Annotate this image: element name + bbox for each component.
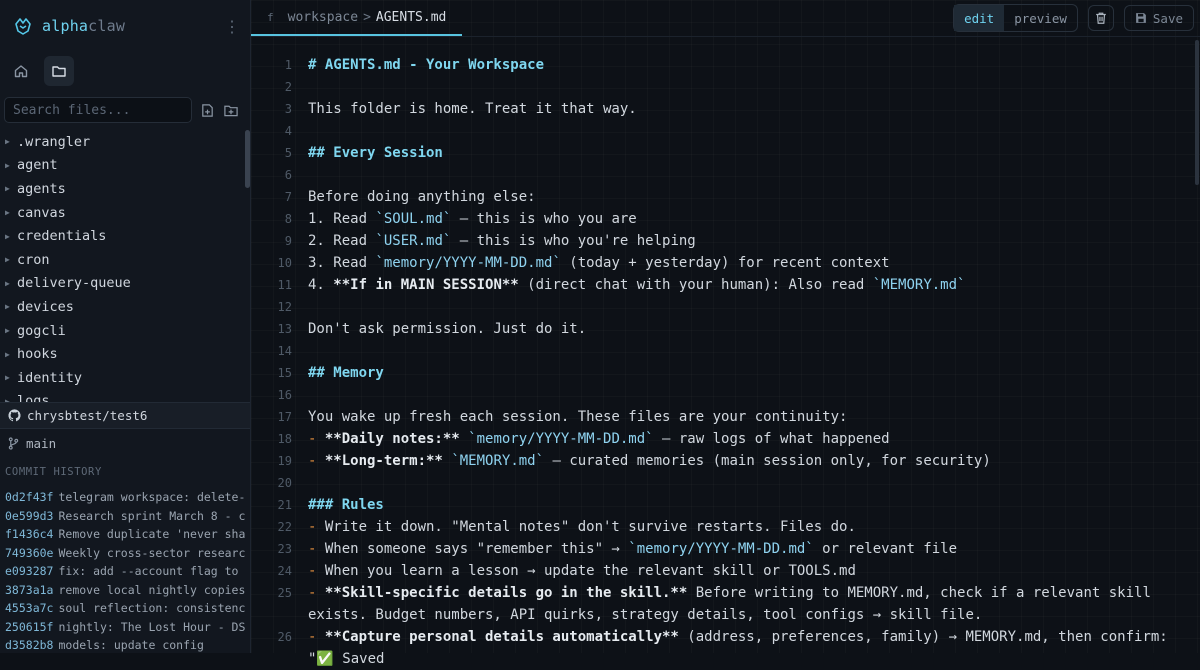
code-token: - (308, 453, 325, 469)
editor-line[interactable] (251, 384, 1194, 406)
editor-line[interactable] (251, 318, 1194, 340)
line-number: 22 (277, 520, 292, 534)
code-token: This folder is home. Treat it that way. (308, 101, 637, 117)
commit-row[interactable] (0, 488, 250, 507)
commit-row[interactable] (0, 525, 250, 544)
tree-item-agents[interactable] (0, 177, 243, 201)
line-number: 24 (277, 564, 292, 578)
code-token: — curated memories (main session only, for security) (544, 453, 991, 469)
sidebar (0, 0, 251, 653)
floppy-disk-icon (1135, 12, 1147, 24)
commit-row[interactable] (0, 544, 250, 563)
line-number: 3 (284, 102, 292, 116)
editor-line[interactable] (251, 208, 1194, 230)
file-tree (0, 130, 243, 402)
code-token: **Capture personal details automatically** (324, 629, 679, 645)
repo-name: chrysbtest/test6 (27, 408, 148, 423)
editor-line[interactable] (251, 538, 1194, 560)
editor-pane (251, 0, 1200, 667)
tree-item-label: credentials (17, 228, 107, 245)
claw-logo-icon (12, 15, 34, 37)
commit-message: Remove duplicate 'never sha (58, 527, 246, 542)
tree-item-credentials[interactable] (0, 224, 243, 248)
commit-message: soul reflection: consistenc (58, 601, 246, 616)
line-number: 20 (277, 476, 292, 490)
line-content (308, 626, 1184, 670)
editor-line[interactable] (251, 252, 1194, 274)
line-number: 4 (284, 124, 292, 138)
line-content (308, 208, 1184, 230)
editor-line[interactable] (251, 472, 1194, 494)
code-token: When someone says "remember this" → (324, 541, 629, 557)
chevron-right-icon: ▶ (5, 160, 10, 170)
code-token: - (308, 629, 325, 645)
github-icon (8, 409, 21, 422)
line-content (308, 186, 1184, 208)
line-number: 16 (277, 388, 292, 402)
code-token: **If in MAIN SESSION** (333, 277, 519, 293)
code-token: (today + yesterday) for recent context (560, 255, 890, 271)
code-token: - (308, 541, 325, 557)
tree-item-label: delivery-queue (17, 275, 131, 292)
commit-row[interactable] (0, 581, 250, 600)
commit-hash: d3582b8 (5, 638, 54, 653)
editor-line[interactable] (251, 186, 1194, 208)
editor-line[interactable] (251, 164, 1194, 186)
commit-row[interactable] (0, 636, 250, 655)
new-file-icon[interactable] (198, 101, 216, 119)
code-token: 2. Read (308, 233, 376, 249)
commit-hash: 0e599d3 (5, 508, 54, 523)
tree-item-label: agents (17, 180, 66, 197)
tree-item-label: canvas (17, 204, 66, 221)
code-token: — this is who you're helping (451, 233, 696, 249)
breadcrumb-separator: > (363, 9, 371, 25)
editor-line[interactable] (251, 582, 1194, 626)
new-folder-icon[interactable] (222, 101, 240, 119)
line-content (308, 274, 1184, 296)
code-token: (address, preferences, family) → MEMORY.md, then confirm: "✅ Saved (308, 629, 1177, 667)
commit-hash: 250615f (5, 619, 54, 634)
breadcrumb-dir[interactable]: workspace (287, 9, 359, 25)
line-content (308, 538, 1184, 560)
delete-button[interactable] (1088, 5, 1114, 31)
tree-item-label: hooks (17, 346, 58, 363)
file-tree-scrollbar[interactable] (245, 130, 250, 188)
code-token: `memory/YYYY-MM-DD.md` (628, 541, 814, 557)
commit-message: fix: add --account flag to (58, 564, 239, 579)
code-token: - (308, 519, 325, 535)
chevron-right-icon: ▶ (5, 184, 10, 194)
chevron-right-icon: ▶ (5, 278, 10, 288)
code-token: **Long-term:** (324, 453, 443, 469)
code-editor[interactable] (251, 54, 1194, 667)
tree-item-label: agent (17, 157, 58, 174)
file-type-icon: f (267, 10, 274, 24)
breadcrumb-file: AGENTS.md (375, 9, 447, 25)
save-button[interactable] (1124, 5, 1194, 31)
line-content (308, 406, 1184, 428)
tree-item-devices[interactable] (0, 295, 243, 319)
commit-hash: e093287 (5, 564, 54, 579)
editor-line[interactable] (251, 54, 1194, 76)
line-content (308, 450, 1184, 472)
home-tab[interactable] (6, 56, 36, 86)
more-options-icon[interactable]: ⋮ (224, 16, 240, 36)
commit-row[interactable] (0, 507, 250, 526)
code-token: Don't ask permission. Just do it. (308, 321, 587, 337)
editor-line[interactable] (251, 340, 1194, 362)
line-number: 11 (277, 278, 292, 292)
code-token: `USER.md` (375, 233, 452, 249)
editor-topbar (251, 0, 1200, 37)
tree-item-cron[interactable] (0, 248, 243, 272)
commit-hash: f1436c4 (5, 527, 54, 542)
line-number: 19 (277, 454, 292, 468)
line-number: 13 (277, 322, 292, 336)
home-icon (13, 63, 29, 79)
mode-toggle (953, 4, 1078, 32)
line-number: 14 (277, 344, 292, 358)
editor-scrollbar[interactable] (1195, 40, 1199, 185)
line-number: 7 (284, 190, 292, 204)
line-number: 1 (284, 58, 292, 72)
line-content (308, 54, 1184, 76)
commit-message: Weekly cross-sector researc (58, 545, 246, 560)
chevron-right-icon: ▶ (5, 137, 10, 147)
code-token: — raw logs of what happened (653, 431, 890, 447)
editor-line[interactable] (251, 98, 1194, 120)
code-token: Before doing anything else: (308, 189, 536, 205)
line-number: 23 (277, 542, 292, 556)
tree-item-gogcli[interactable] (0, 319, 243, 343)
code-token: ## Every Session (308, 145, 443, 161)
tree-item-canvas[interactable] (0, 201, 243, 225)
chevron-right-icon: ▶ (5, 302, 10, 312)
tree-item-identity[interactable] (0, 366, 243, 390)
tree-item-label: devices (17, 298, 74, 315)
code-token: `memory/YYYY-MM-DD.md` (375, 255, 561, 271)
tree-item-label: .wrangler (17, 133, 91, 150)
commit-message: remove local nightly copies (58, 582, 246, 597)
line-number: 18 (277, 432, 292, 446)
chevron-right-icon: ▶ (5, 326, 10, 336)
code-token: or relevant file (813, 541, 958, 557)
git-branch-icon (8, 437, 19, 450)
commit-message: Research sprint March 8 - c (58, 508, 246, 523)
trash-icon (1094, 11, 1108, 25)
editor-line[interactable] (251, 494, 1194, 516)
tree-item-delivery-queue[interactable] (0, 272, 243, 296)
line-number: 10 (277, 256, 292, 270)
line-content (308, 142, 1184, 164)
chevron-right-icon: ▶ (5, 208, 10, 218)
code-token: **Skill-specific details go in the skill.** (324, 585, 688, 601)
editor-line[interactable] (251, 516, 1194, 538)
commit-hash: 3873a1a (5, 582, 54, 597)
line-content (308, 516, 1184, 538)
code-token: `memory/YYYY-MM-DD.md` (468, 431, 654, 447)
code-token: 4. (308, 277, 334, 293)
tree-item-hooks[interactable] (0, 342, 243, 366)
commit-message: models: update config (58, 638, 204, 653)
editor-line[interactable] (251, 428, 1194, 450)
code-token: When you learn a lesson → update the relevant skill or TOOLS.md (324, 563, 856, 579)
brand-header (0, 0, 250, 52)
code-token: 1. Read (308, 211, 376, 227)
code-token: You wake up fresh each session. These files are your continuity: (308, 409, 848, 425)
line-number: 21 (277, 498, 292, 512)
line-number: 2 (284, 80, 292, 94)
chevron-right-icon: ▶ (5, 255, 10, 265)
commit-row[interactable] (0, 618, 250, 637)
search-row (0, 96, 250, 124)
tree-item-label: identity (17, 369, 83, 386)
chevron-right-icon: ▶ (5, 349, 10, 359)
code-token: 3. Read (308, 255, 376, 271)
files-tab[interactable] (44, 56, 74, 86)
line-content (308, 318, 1184, 340)
editor-line[interactable] (251, 76, 1194, 98)
editor-line[interactable] (251, 406, 1194, 428)
edit-mode-button[interactable]: edit (954, 5, 1004, 31)
commit-message: nightly: The Lost Hour - DS (58, 619, 246, 634)
line-number: 8 (284, 212, 292, 226)
chevron-right-icon: ▶ (5, 373, 10, 383)
file-tab[interactable] (251, 0, 462, 36)
line-number: 6 (284, 168, 292, 182)
line-content (308, 362, 1184, 384)
commit-hash: 0d2f43f (5, 490, 54, 505)
editor-line[interactable] (251, 560, 1194, 582)
commit-history-title: COMMIT HISTORY (5, 466, 102, 478)
code-token: (direct chat with your human): Also read (518, 277, 873, 293)
line-number: 25 (277, 586, 292, 600)
preview-mode-button[interactable]: preview (1004, 5, 1077, 31)
repo-bar[interactable] (0, 402, 250, 429)
editor-line[interactable] (251, 362, 1194, 384)
editor-line[interactable] (251, 230, 1194, 252)
line-content (308, 582, 1184, 626)
code-token: - (308, 585, 325, 601)
line-number: 9 (284, 234, 292, 248)
line-content (308, 494, 1184, 516)
editor-actions (953, 4, 1194, 32)
code-token: ### Rules (308, 497, 384, 513)
code-token (460, 431, 468, 447)
branch-name: main (26, 435, 57, 451)
line-number: 26 (277, 630, 292, 644)
save-label: Save (1152, 10, 1183, 26)
code-token: Before writing to MEMORY.md, check if a relevant skill exists. Budget numbers, API quirks, strategy details, tool configs → skill file. (308, 585, 1160, 623)
editor-line[interactable] (251, 450, 1194, 472)
line-content (308, 98, 1184, 120)
editor-line[interactable] (251, 296, 1194, 318)
tree-item-label: gogcli (17, 322, 66, 339)
editor-line[interactable] (251, 142, 1194, 164)
code-token: — this is who you are (451, 211, 637, 227)
commit-row[interactable] (0, 599, 250, 618)
editor-line[interactable] (251, 120, 1194, 142)
tree-item-wrangler[interactable] (0, 130, 243, 154)
code-token: Write it down. "Mental notes" don't survive restarts. Files do. (324, 519, 856, 535)
commit-hash: 749360e (5, 545, 54, 560)
commit-hash: 4553a7c (5, 601, 54, 616)
line-content (308, 252, 1184, 274)
tree-item-agent[interactable] (0, 154, 243, 178)
code-token: `MEMORY.md` (872, 277, 966, 293)
chevron-right-icon: ▶ (5, 231, 10, 241)
code-token: `MEMORY.md` (451, 453, 545, 469)
tree-item-label: cron (17, 251, 50, 268)
branch-indicator[interactable] (0, 433, 56, 453)
app-name: alphaclaw (42, 17, 126, 35)
code-token: `SOUL.md` (375, 211, 452, 227)
editor-line[interactable] (251, 274, 1194, 296)
code-token: # AGENTS.md - Your Workspace (308, 57, 545, 73)
code-token: - (308, 431, 325, 447)
line-number: 5 (284, 146, 292, 160)
line-content (308, 560, 1184, 582)
sidebar-nav (0, 52, 250, 90)
commit-row[interactable] (0, 562, 250, 581)
editor-line[interactable] (251, 626, 1194, 667)
search-files-input[interactable] (4, 97, 192, 123)
code-token: ## Memory (308, 365, 384, 381)
folder-icon (51, 63, 67, 79)
code-token: - (308, 563, 325, 579)
line-content (308, 428, 1184, 450)
commit-list (0, 488, 250, 655)
line-number: 17 (277, 410, 292, 424)
code-token: **Daily notes:** (324, 431, 460, 447)
line-number: 12 (277, 300, 292, 314)
commit-message: telegram workspace: delete- (58, 490, 246, 505)
line-content (308, 230, 1184, 252)
line-number: 15 (277, 366, 292, 380)
